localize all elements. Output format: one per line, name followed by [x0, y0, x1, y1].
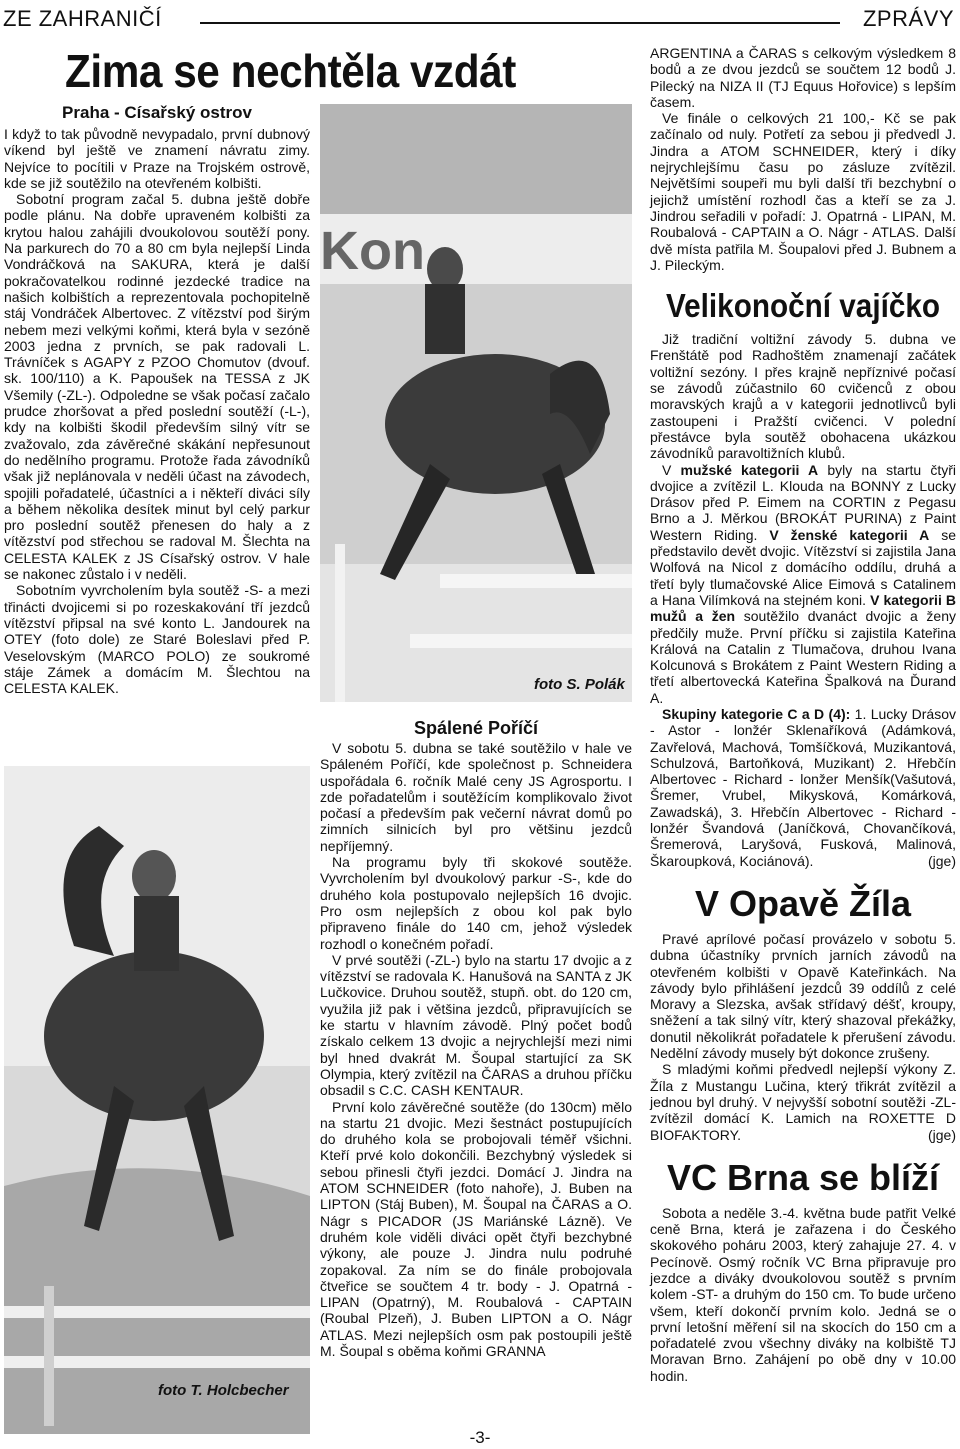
paragraph: Ve finále o celkových 21 100,- Kč se pak začínalo od nuly. Potřetí za sebou ji předvedl J. Jindra a ATOM SCHNEIDER, který i díky nejrychlejšímu času po zásluze zvítězil. Největšími soupeři mu byli další tři bezchybní o jejichž umístění rozhodl čas a kteří se za J. Jindrou seřadili v pořadí: J. Opatrná - LIPAN, M. Roubalová - CAPTAIN a O. Nágr - ATLAS. Další dvě místa patřila M. Šoupalovi před J. Bubnem a J. Pileckým.	[650, 110, 956, 273]
paragraph: První kolo závěrečné soutěže (do 130cm) mělo na startu 21 dvojic. Mezi šestnáct postupujících do druhého kola se probojovali téměř všichni. Kteří prvé kolo dokončili. Bezchybný výsledek si sebou přinesli čtyři jezdci. Domácí J. Jindra na ATOM SCHNEIDER (foto nahoře), J. Buben na LIPTON (Stáj Buben), M. Šoupal na ČARAS a O. Nágr s PICADOR (JS Mariánské Lázně). Ve druhém kole viděli diváci opět čtyři bezchybné výkony, ale pouze J. Jindra nulu podruhé zopakoval. Za ním se do finále probojovala čtveřice se součtem 4 tr. body - J. Opatrná - LIPAN (Opatrný), M. Roubalová - CAPTAIN (Roubal Plzeň), J. Buben LIPTON a O. Nágr ATLAS. Mezi nejlepších osm pak postoupili ještě M. Šoupal s oběma koňmi GRANNA	[320, 1098, 632, 1359]
paragraph: V prvé soutěži (-ZL-) bylo na startu 17 dvojic a z vítězství se radovala K. Hanušová na SANTA z JK Lučkovice. Druhou soutěž, stupň. obt. do 120 cm, využila již pak i většina jezdců, připravujících se ke startu v hlavním závodě. Plný počet bodů získalo celkem 13 dvojic a nejrychlejší mezi nimi byl hned dvakrát M. Šoupal startující za SK Olympia, který zvítězil na ČARAS a druhou příčku obsadil s C.C. CASH KENTAUR.	[320, 951, 632, 1099]
photo-illustration	[320, 104, 632, 702]
article-subheading: Spálené Poříčí	[413, 718, 539, 738]
signature: (jge)	[927, 1126, 956, 1143]
article-body-left	[4, 103, 310, 696]
paragraph: S mladými koňmi předvedl nejlepší výkony Z. Žíla z Mustangu Lučina, který třikrát zvítězil a jednou byl druhý. V nejvyšší sobotní soutěži -ZL- zvítězil domácí K. Lamich na ROXETTE D BIOFAKTORY. (jge)	[650, 1061, 956, 1143]
signature: (jge)	[927, 852, 956, 869]
article-title: VC Brna se blíží	[666, 1156, 940, 1198]
paragraph: Již tradiční voltižní závody 5. dubna ve Frenštátě pod Radhoštěm znamenají začátek voltižní sezóny. I přes krajně nepříznivé počasí se závodů zúčastnilo 60 cvičenců z obou moravských krajů a v kategorii jednotlivců byli zastoupeni i Pražští cvičenci. V polední přestávce byla soutěž obohacena ukázkou závodníků paravoltižních klubů.	[650, 331, 956, 462]
photo-banner-text: Kon	[320, 221, 425, 281]
paragraph: V sobotu 5. dubna se také soutěžilo v hale ve Spáleném Poříčí, kde společnost p. Schneidera uspořádala 6. ročník Malé ceny JS Agrosportu. I zde pořadatelům i soutěžícím komplikovalo život počasí a především pak večerní návrat domů po zimních silnicích byl pro většinu jezdců nepříjemný.	[320, 740, 632, 854]
article-title: V Opavě Žíla	[694, 882, 912, 924]
paragraph: ARGENTINA a ČARAS s celkovým výsledkem 8 bodů a ze dvou jezdců se součtem 12 bodů J. Pilecký na NIZA II (TJ Equus Hořovice) s lepším časem.	[650, 45, 956, 110]
paragraph: Sobota a neděle 3.-4. května bude patřit Velké ceně Brna, která je zařazena i do Českého skokového poháru 2003, který zahajuje 27. 4. v Pecínově. Osmý ročník VC Brna připravuje pro jezdce a diváky dvoukolovou soutěž s prvním kolem -ST- a druhým do 150 cm. To bude určeno všem, kteří dokončí prvním kolo. Jedná se o první letošní měření sil na skocích do 150 cm a pořadatelé zvou všechny diváky na kolbiště TJ Moravan Brno. Zahájení po obě dny v 10.00 hodin.	[650, 1204, 956, 1384]
horse-jump-photo-top	[320, 104, 632, 702]
paragraph: I když to tak původně nevypadalo, první dubnový víkend byl ještě ve znamení návratu zimy. Nejvíce to pocítili v Praze na Trojském ostrově, kde se již soutěžilo na otevřeném kolbišti.	[4, 126, 310, 191]
header-rule	[200, 22, 840, 24]
paragraph: Sobotním vyvrcholením byla soutěž -S- a mezi třinácti dvojicemi si po rozeskakování tří jezdců vítězství připsal na své konto L. Jandourek na OTEY (foto dole) ze Staré Boleslavi před P. Veselovským (MARCO POLO) ze soukromé stáje Zámek a domácím M. Šlechtou na CELESTA KALEK.	[4, 582, 310, 697]
article-body-right	[650, 45, 956, 1384]
section-label-left: ZE ZAHRANIČÍ	[3, 6, 162, 31]
photo-illustration	[4, 766, 310, 1434]
article-title: Velikonoční vajíčko	[665, 287, 941, 325]
photo-credit: foto T. Holcbecher	[158, 1382, 289, 1399]
paragraph: Pravé aprílové počasí provázelo v sobotu 5. dubna účastníky prvních jarních závodů na otevřeném kolbišti v Opavě Kateřinkách. Na závody bylo přihlášení jezdců 39 oddílů z celé Moravy a Slezska, avšak střídavý déšť, kroupy, sněžení a tak silný vítr, který shazoval překážky, donutil několikrát pořadatele k přerušení závodu. Nedělní závody musely být dokonce zrušeny.	[650, 930, 956, 1062]
paragraph: Na programu byly tři skokové soutěže. Vyvrcholením byl dvoukolový parkur -S-, kde do druhého kola postupovalo nejlepších 16 dvojic. Pro osm nejlepších z obou kol pak bylo připraveno finále do 140 cm, jehož výsledek rozhodl o konečném pořadí.	[320, 854, 632, 952]
article-title: Zima se nechtěla vzdát	[65, 45, 516, 97]
article-body-middle	[320, 718, 632, 1359]
page-number: -3-	[469, 1428, 491, 1447]
paragraph: V mužské kategorii A byly na startu čtyři dvojice a zvítězil L. Klouda na BONNY z Lucky Drásov před P. Eimem na CORTIN z Pegasu Brno a J. Měrkou (BROKÁT PURINA) z Paint Western Riding. V ženské kategorii A se představilo devět dvojic. Vítězství si zajistila Jana Wolfová na Nicol z domácího oddílu, druhá a třetí byly tlumačovské Alice Eimová s Catalinem a Hana Vilímková na stejném koni. V kategorii B mužů a žen soutěžilo dvanáct dvojic a ženy předčily muže. První příčku si zajistila Kateřina Králová na Catalin z Tlumačova, druhou Ivana Kolcunová s Brokátem z Paint Western Riding a třetí albertovecká Kateřina Špalková na Ďurand A.	[650, 461, 956, 706]
horse-jump-photo-bottom	[4, 766, 310, 1434]
photo-credit: foto S. Polák	[534, 676, 625, 693]
section-label-right: ZPRÁVY	[862, 6, 954, 31]
paragraph: Skupiny kategorie C a D (4): 1. Lucky Drásov - Astor - lonžér Sklenaříková (Adámková, Zavřelová, Machová, Tomšíčková, Muzikantová, Schulzová, Bartoňková, Muzikant) 2. Hřebčín Albertovec - Richard - lonžer Menšík(Vašutová, Šremer, Vrubel, Mikysková, Komárková, Zawadská), 3. Hřebčín Albertovec - Richard -lonžér Švandová (Janíčková, Chovančíková, Šremerová, Laryšová, Fusková, Malinová, Škaroupková, Kociánová). (jge)	[650, 705, 956, 869]
article-subheading: Praha - Císařský ostrov	[62, 103, 252, 122]
paragraph: Sobotní program začal 5. dubna ještě dobře podle plánu. Na dobře upraveném kolbišti za krytou halou zahájili dvoukolovou soutěží pony. Na parkurech do 70 a 80 cm byla nejlepší Linda Vondráčková na SAKURA, která je další pokračovatelkou rodinné jezdecké tradice na našich kolbištích a reprezentovala pochopitelně stáj Vondráček Albertovec. Z vítězství pod širým nebem mezi velkými koňmi, která byla v sezóně 2003 jedna z prvních, se pak radovali L. Trávníček s AGAPY z PZOO Chomutov (dvouf. sk. 100/110) a K. Papoušek na TESSA z JK Všemily (-ZL-). Odpoledne se však počasí začalo prudce zhoršovat a před poslední soutěží (-L-), kdy na kolbišti škodil především silný vítr se zvažovalo, zda závěrečné skákání nepřesunout do nedělního programu. Protože řada závodníků však již neplánovala v neděli účast na závodech, spojili pořadatelé, účastníci a i někteří diváci síly a během několika desítek minut byl celý parkur pro poslední soutěž přenesen do haly a z vítězství pod střechou se radoval M. Šlechta na CELESTA KALEK z JS Císařský ostrov. V hale se nakonec zůstalo i v neděli.	[4, 191, 310, 583]
